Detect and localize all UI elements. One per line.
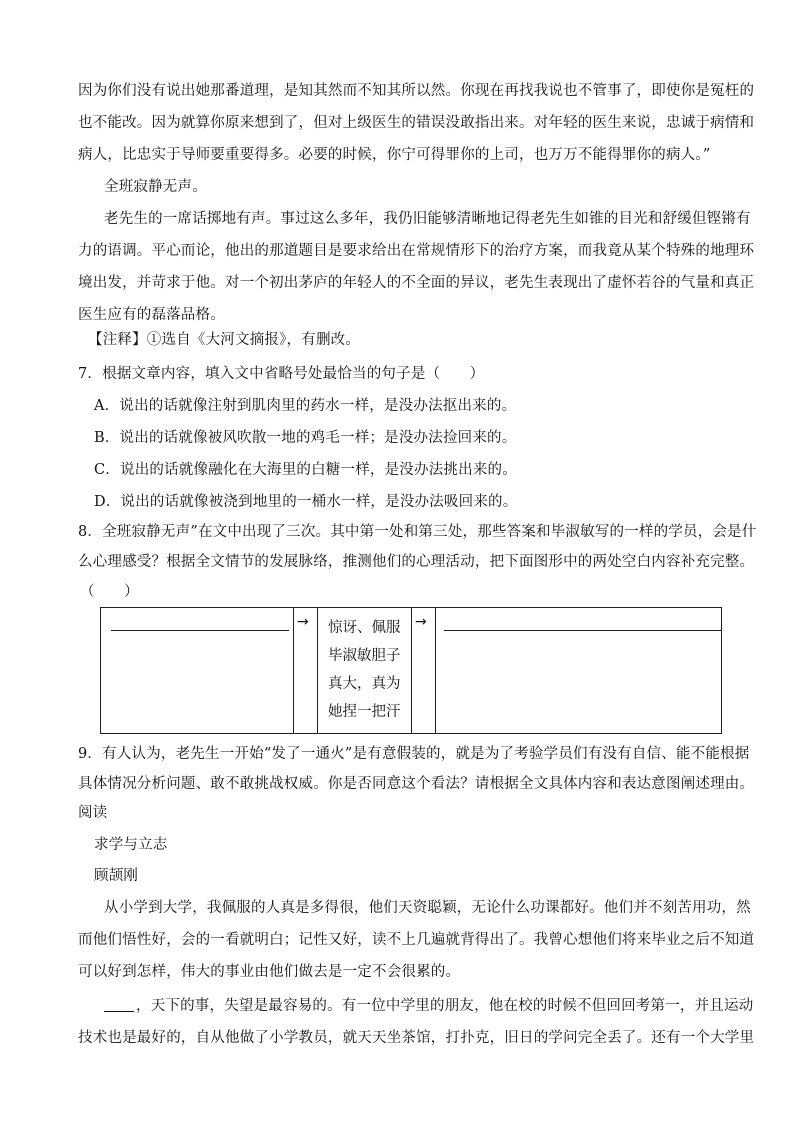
question-7-stem: 7．根据文章内容，填入文中省略号处最恰当的句子是（ ） [78,366,485,382]
q7-option-b: B．说出的话就像被风吹散一地的鸡毛一样；是没办法捡回来的。 [94,430,517,446]
essay-line: 从小学到大学，我佩服的人真是多得很，他们天资聪颖，无论什么功课都好。他们并不刻苦用功，然 [104,900,751,916]
arrow-cell [412,607,436,734]
passage-line: 病人，比忠实于导师要重要得多。必要的时候，你宁可得罪你的上司，也万万不能得罪你的病人。” [78,147,711,163]
essay-line: 技术也是最好的，自从他做了小学教员，就天天坐茶馆，打扑克，旧日的学问完全丢了。还有一个大学里 [78,1030,755,1046]
passage-line: 老先生的一席话掷地有声。事过这么多年，我仍旧能够清晰地记得老先生如锥的目光和舒缓但铿锵有 [104,211,751,227]
essay-line: 可以好到怎样，伟大的事业由他们做去是一定不会很累的。 [78,964,461,980]
blank-cell-third[interactable] [436,607,722,734]
middle-text: 惊讶、佩服毕淑敏胆子真大，真为她捏一把汗 [328,620,401,720]
passage-line: 力的语调。平心而论，他出的那道题目是要求给出在常规情形下的治疗方案，而我竟从某个特殊的地理环 [78,243,755,259]
annotation-note: 【注释】①选自《大河文摘报》，有删改。 [88,332,361,348]
passage-line: 也不能改。因为就算你原来想到了，但对上级医生的错误没敢指出来。对年轻的医生来说，忠诚于病情和 [78,115,755,131]
arrow-right-icon: → [415,614,427,630]
arrow-right-icon: → [297,614,309,630]
q7-option-a: A．说出的话就像注射到肌肉里的药水一样，是没办法抠出来的。 [94,398,517,414]
answer-line [111,630,289,631]
q7-option-d: D．说出的话就像被浇到地里的一桶水一样，是没办法吸回来的。 [94,494,518,510]
essay-line-with-blank [104,996,753,1016]
question-8-stem: 8．全班寂静无声”在文中出现了三次。其中第一处和第三处，那些答案和毕淑敏写的一样的学员，会是什 [78,524,757,540]
passage-line: 医生应有的磊落品格。 [78,307,225,323]
arrow-cell [294,607,318,734]
essay-line: 而他们悟性好，会的一看就明白；记性又好，读不上几遍就背得出了。我曾心想他们将来毕业之后不知道 [78,932,755,948]
flow-diagram [100,607,722,734]
fill-blank[interactable] [104,997,134,1012]
question-9-stem: 9．有人认为，老先生一开始“发了一通火”是有意假装的，就是为了考验学员们有没有自信、能不能根据 [78,746,750,762]
middle-cell [318,607,412,734]
question-8-stem: 么心理感受？根据全文情节的发展脉络，推测他们的心理活动，把下面图形中的两处空白内容补充完整。 [78,554,755,570]
passage-line: 因为你们没有说出她那番道理，是知其然而不知其所以然。你现在再找我说也不管事了，即使你是冤枉的 [78,83,755,99]
passage-line: 境出发，并苛求于他。对一个初出茅庐的年轻人的不全面的异议，老先生表现出了虚怀若谷的气量和真正 [78,275,755,291]
question-8-paren: （ ） [80,584,139,600]
essay-title: 求学与立志 [94,837,168,853]
q7-option-c: C．说出的话就像融化在大海里的白糖一样，是没办法挑出来的。 [94,462,517,478]
answer-line [444,630,721,631]
essay-author: 顾颉刚 [94,868,139,884]
question-9-stem: 具体情况分析问题、敢不敢挑战权威。你是否同意这个看法？请根据全文具体内容和表达意图阐述理由。 [78,776,755,792]
essay-text: ，天下的事，失望是最容易的。有一位中学里的朋友，他在校的时候不但回回考第一，并且运动 [136,998,754,1014]
blank-cell-first[interactable] [100,607,294,734]
section-label: 阅读 [78,805,108,821]
paragraph-silence: 全班寂静无声。 [104,179,207,195]
